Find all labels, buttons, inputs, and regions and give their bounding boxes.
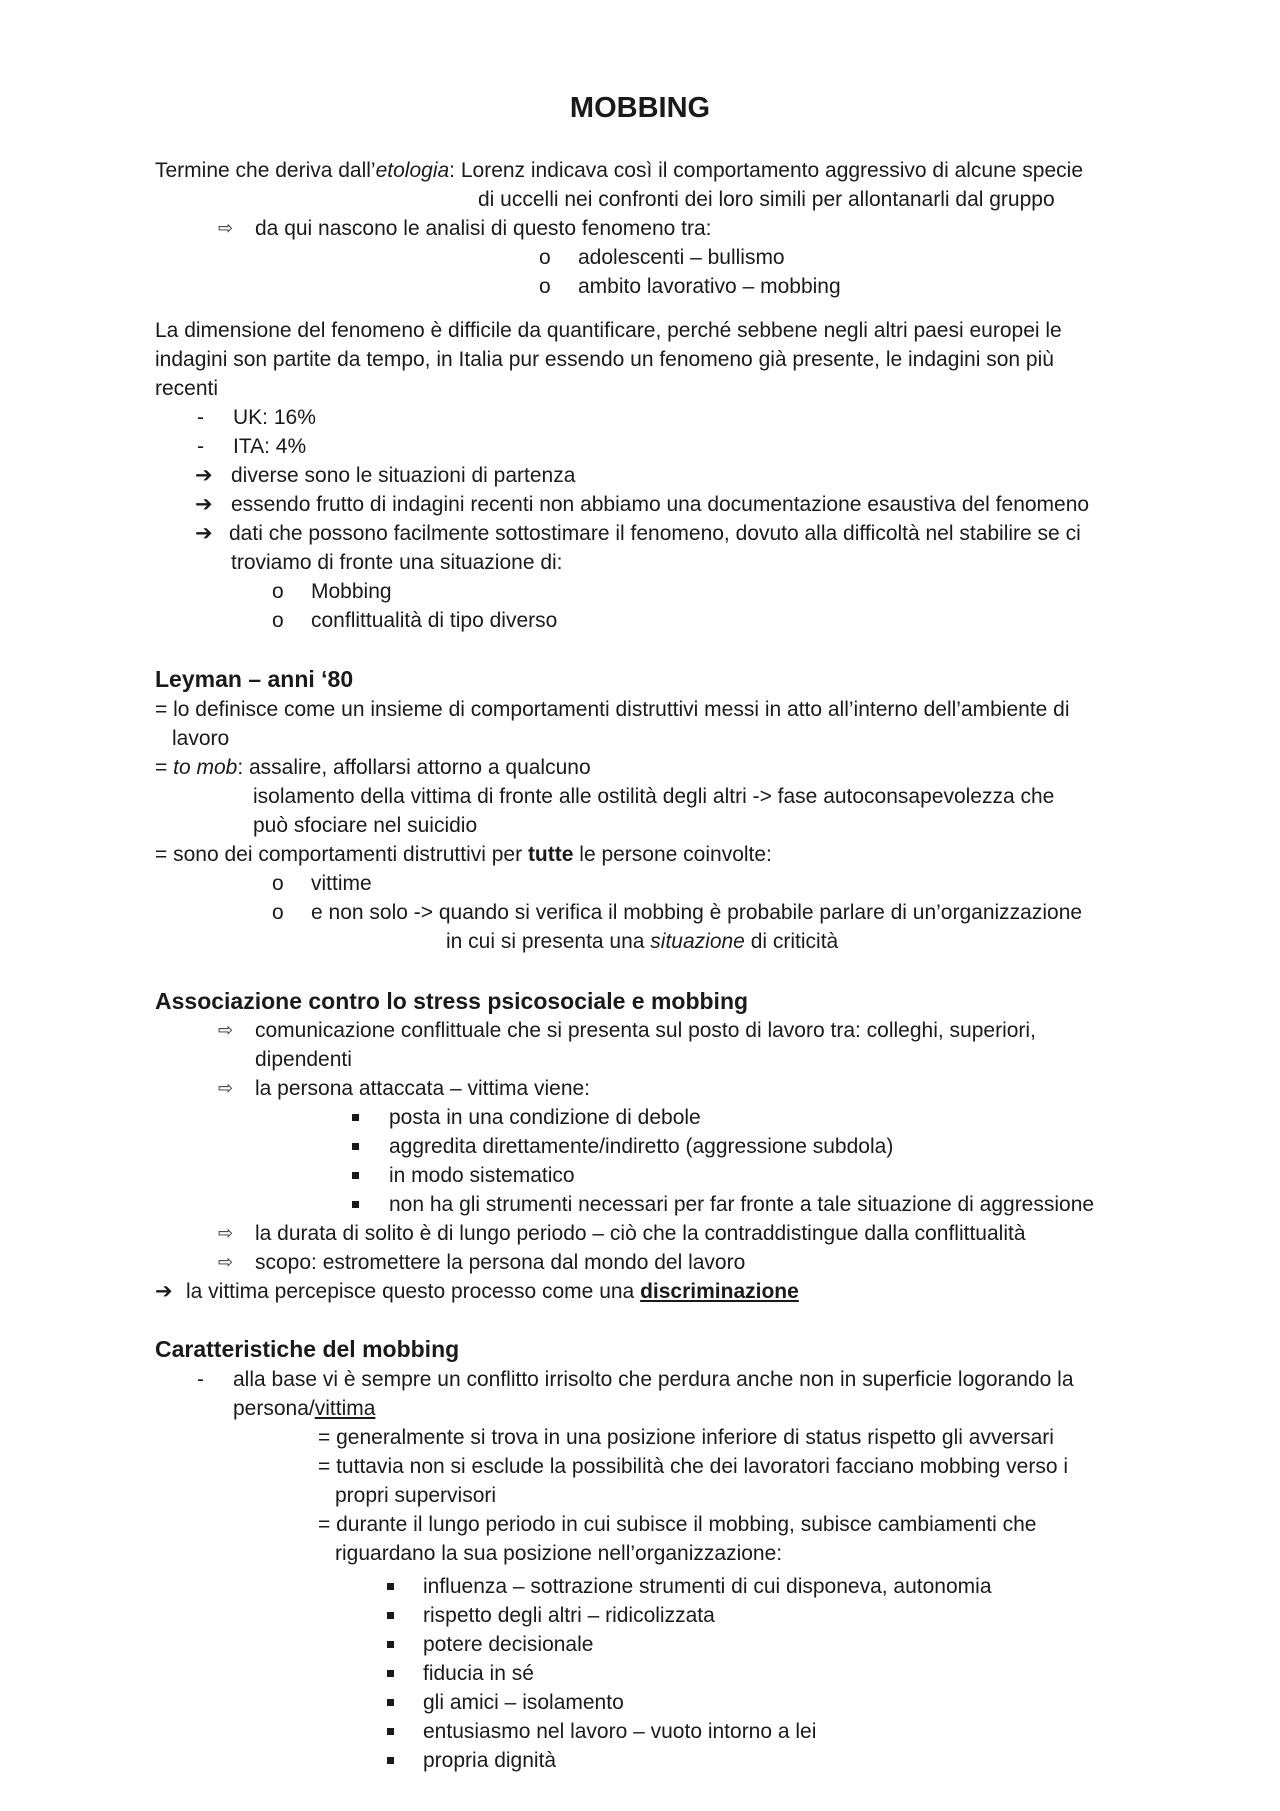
dimension-dash-item: UK: 16% bbox=[233, 406, 316, 429]
characteristics-square-item: propria dignità bbox=[423, 1749, 557, 1772]
conclusion-text: la vittima percepisce questo processo come una bbox=[186, 1280, 641, 1303]
bold-arrow-icon: ➔ bbox=[195, 522, 213, 545]
square-bullet-icon bbox=[352, 1201, 359, 1208]
page-title: MOBBING bbox=[569, 92, 711, 124]
square-bullet-icon bbox=[387, 1641, 394, 1648]
characteristics-eq-line: = tuttavia non si esclude la possibilità che dei lavoratori facciano mobbing verso i bbox=[318, 1455, 1069, 1478]
circle-bullet-icon: o bbox=[272, 609, 284, 632]
characteristics-square-item: fiducia in sé bbox=[423, 1662, 534, 1685]
characteristics-square-item: influenza – sottrazione strumenti di cui disponeva, autonomia bbox=[423, 1575, 992, 1598]
dash-bullet-icon: - bbox=[197, 406, 204, 429]
leyman-definition-line bbox=[155, 753, 591, 782]
dimension-sub-item: Mobbing bbox=[311, 580, 392, 603]
leyman-sub-item-cont bbox=[446, 927, 838, 956]
section-heading-characteristics: Caratteristiche del mobbing bbox=[155, 1336, 460, 1362]
characteristics-underlined: vittima bbox=[314, 1397, 376, 1420]
dimension-paragraph-line: La dimensione del fenomeno è difficile da quantificare, perché sebbene negli altri paesi europei le bbox=[155, 319, 1062, 342]
outline-arrow-icon: ⇨ bbox=[218, 218, 234, 238]
circle-bullet-icon: o bbox=[272, 901, 284, 924]
dimension-paragraph-line: recenti bbox=[155, 377, 219, 400]
leyman-sub-item: e non solo -> quando si verifica il mobbing è probabile parlare di un’organizzazione bbox=[311, 901, 1083, 924]
association-conclusion bbox=[186, 1277, 799, 1306]
intro-sub-item: ambito lavorativo – mobbing bbox=[578, 275, 841, 298]
square-bullet-icon bbox=[387, 1728, 394, 1735]
leyman-definition-line bbox=[155, 840, 772, 869]
circle-bullet-icon: o bbox=[539, 246, 551, 269]
intro-line-1 bbox=[155, 156, 1083, 185]
square-bullet-icon bbox=[352, 1143, 359, 1150]
square-bullet-icon bbox=[352, 1114, 359, 1121]
intro-text: Termine che deriva dall’ bbox=[155, 159, 376, 182]
section-heading-association: Associazione contro lo stress psicosociale e mobbing bbox=[155, 988, 749, 1014]
leyman-sub-item: vittime bbox=[311, 872, 372, 895]
characteristics-dash-item: alla base vi è sempre un conflitto irrisolto che perdura anche non in superficie logorando la bbox=[233, 1368, 1074, 1391]
square-bullet-icon bbox=[387, 1699, 394, 1706]
bold-arrow-icon: ➔ bbox=[195, 493, 213, 516]
characteristics-square-item: entusiasmo nel lavoro – vuoto intorno a lei bbox=[423, 1720, 817, 1743]
intro-sub-item: adolescenti – bullismo bbox=[578, 246, 785, 269]
leyman-emphasis: to mob bbox=[173, 756, 238, 779]
dimension-arrow-item: diverse sono le situazioni di partenza bbox=[231, 464, 576, 487]
association-square-item: posta in una condizione di debole bbox=[389, 1106, 701, 1129]
section-heading-leyman: Leyman – anni ‘80 bbox=[155, 666, 354, 692]
characteristics-eq-line: propri supervisori bbox=[335, 1484, 497, 1507]
intro-arrow-item: da qui nascono le analisi di questo fenomeno tra: bbox=[255, 217, 712, 240]
leyman-text-rest: le persone coinvolte: bbox=[573, 843, 772, 866]
dash-bullet-icon: - bbox=[197, 435, 204, 458]
characteristics-text: persona/ bbox=[233, 1397, 315, 1420]
characteristics-eq-line: = durante il lungo periodo in cui subisce il mobbing, subisce cambiamenti che bbox=[318, 1513, 1037, 1536]
leyman-bold: tutte bbox=[527, 843, 574, 866]
conclusion-keyword: discriminazione bbox=[640, 1280, 799, 1303]
square-bullet-icon bbox=[387, 1583, 394, 1590]
characteristics-square-item: gli amici – isolamento bbox=[423, 1691, 624, 1714]
circle-bullet-icon: o bbox=[272, 872, 284, 895]
dimension-arrow-item: dati che possono facilmente sottostimare il fenomeno, dovuto alla difficoltà nel stabilire se ci bbox=[229, 522, 1081, 545]
square-bullet-icon bbox=[387, 1670, 394, 1677]
dimension-sub-item: conflittualità di tipo diverso bbox=[311, 609, 558, 632]
association-square-item: non ha gli strumenti necessari per far fronte a tale situazione di aggressione bbox=[389, 1193, 1095, 1216]
characteristics-dash-item-cont bbox=[233, 1394, 375, 1423]
leyman-text: = sono dei comportamenti distruttivi per bbox=[155, 843, 528, 866]
dimension-arrow-item-cont: troviamo di fronte una situazione di: bbox=[231, 551, 563, 574]
leyman-emphasis: situazione bbox=[650, 930, 745, 953]
leyman-text: = bbox=[155, 756, 174, 779]
association-square-item: aggredita direttamente/indiretto (aggressione subdola) bbox=[389, 1135, 894, 1158]
leyman-definition-line: può sfociare nel suicidio bbox=[253, 814, 478, 837]
characteristics-square-item: potere decisionale bbox=[423, 1633, 594, 1656]
leyman-definition-line: = lo definisce come un insieme di comportamenti distruttivi messi in atto all’interno dell’ambiente di bbox=[155, 698, 1070, 721]
square-bullet-icon bbox=[352, 1172, 359, 1179]
association-arrow-item: comunicazione conflittuale che si presenta sul posto di lavoro tra: colleghi, superiori, bbox=[255, 1019, 1036, 1042]
association-arrow-item: la durata di solito è di lungo periodo – ciò che la contraddistingue dalla conflittualità bbox=[255, 1222, 1026, 1245]
characteristics-square-item: rispetto degli altri – ridicolizzata bbox=[423, 1604, 715, 1627]
outline-arrow-icon: ⇨ bbox=[218, 1020, 234, 1040]
leyman-text-rest: di criticità bbox=[744, 930, 839, 953]
association-square-item: in modo sistematico bbox=[389, 1164, 575, 1187]
characteristics-eq-line: = generalmente si trova in una posizione inferiore di status rispetto gli avversari bbox=[318, 1426, 1054, 1449]
characteristics-eq-line: riguardano la sua posizione nell’organizzazione: bbox=[335, 1542, 783, 1565]
intro-emphasis: etologia bbox=[375, 159, 450, 182]
leyman-definition-line: lavoro bbox=[172, 727, 230, 750]
square-bullet-icon bbox=[387, 1757, 394, 1764]
circle-bullet-icon: o bbox=[272, 580, 284, 603]
association-arrow-item-cont: dipendenti bbox=[255, 1048, 352, 1071]
leyman-text: in cui si presenta una bbox=[446, 930, 651, 953]
outline-arrow-icon: ⇨ bbox=[218, 1223, 234, 1243]
intro-text-rest: : Lorenz indicava così il comportamento aggressivo di alcune specie bbox=[449, 159, 1084, 182]
leyman-definition-line: isolamento della vittima di fronte alle ostilità degli altri -> fase autoconsapevolezza che bbox=[253, 785, 1055, 808]
bold-arrow-icon: ➔ bbox=[155, 1280, 173, 1303]
dimension-dash-item: ITA: 4% bbox=[233, 435, 307, 458]
outline-arrow-icon: ⇨ bbox=[218, 1252, 234, 1272]
dash-bullet-icon: - bbox=[197, 1368, 204, 1391]
dimension-paragraph-line: indagini son partite da tempo, in Italia pur essendo un fenomeno già presente, le indagini son più bbox=[155, 348, 1054, 371]
circle-bullet-icon: o bbox=[539, 275, 551, 298]
association-arrow-item: la persona attaccata – vittima viene: bbox=[255, 1077, 591, 1100]
dimension-arrow-item: essendo frutto di indagini recenti non abbiamo una documentazione esaustiva del fenomeno bbox=[231, 493, 1090, 516]
leyman-text-rest: : assalire, affollarsi attorno a qualcuno bbox=[237, 756, 591, 779]
intro-line-2: di uccelli nei confronti dei loro simili per allontanarli dal gruppo bbox=[478, 188, 1055, 211]
association-arrow-item: scopo: estromettere la persona dal mondo del lavoro bbox=[255, 1251, 746, 1274]
square-bullet-icon bbox=[387, 1612, 394, 1619]
outline-arrow-icon: ⇨ bbox=[218, 1078, 234, 1098]
bold-arrow-icon: ➔ bbox=[195, 464, 213, 487]
